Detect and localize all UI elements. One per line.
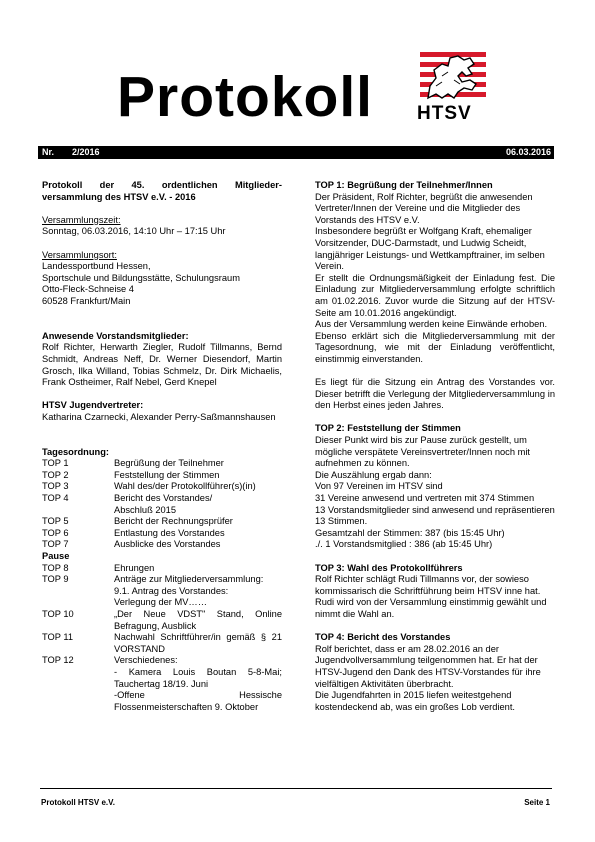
agenda-value: Bericht des Vorstandes/ <box>114 493 213 504</box>
top1-paragraph: Ebenso erklärt sich die Mitgliederversammlung mit der Tagesordnung, wie mit der Einladung veröffentlicht, einstimmig einverstanden. <box>315 330 555 364</box>
htsv-lion-logo <box>414 46 492 146</box>
logo-text: HTSV <box>417 103 472 124</box>
tagesordnung-heading: Tagesordnung: <box>42 446 109 457</box>
agenda-item <box>42 481 282 493</box>
agenda-item <box>42 632 282 655</box>
agenda-value: -Offene Hessische Flossenmeisterschaften 9. Oktober <box>114 690 282 712</box>
top3-paragraph: Rudi wird von der Versammlung einstimmig gewählt und nimmt die Wahl an. <box>315 597 547 619</box>
agenda-key: TOP 4 <box>42 493 69 504</box>
right-column <box>315 180 555 713</box>
ort-line: 60528 Frankfurt/Main <box>42 295 131 306</box>
agenda-value: Abschluß 2015 <box>114 504 177 515</box>
agenda-item <box>42 586 282 598</box>
ort-label: Versammlungsort: <box>42 249 117 260</box>
header-date: 06.03.2016 <box>505 147 551 157</box>
agenda-value: Verschiedenes: <box>114 655 178 666</box>
agenda-value: Bericht der Rechnungsprüfer <box>114 516 233 527</box>
agenda-key: TOP 11 <box>42 632 74 643</box>
agenda-item <box>42 516 282 528</box>
agenda-value: 9.1. Antrag des Vorstandes: <box>114 585 229 596</box>
top3-heading: TOP 3: Wahl des Protokollführers <box>315 562 463 573</box>
agenda-item <box>42 493 282 505</box>
top1-heading: TOP 1: Begrüßung der Teilnehmer/Innen <box>315 180 493 190</box>
top2-heading: TOP 2: Feststellung der Stimmen <box>315 423 461 434</box>
top1-paragraph: Insbesondere begrüßt er Wolfgang Kraft, ehemaliger Vorsitzender, DUC-Darmstadt, und Ludwig Scheidt, langjähriger Leistungs- und Wettkampftrainer, im selben Verein. <box>315 226 545 272</box>
agenda-key: TOP 6 <box>42 527 69 538</box>
top4-paragraph: Rolf berichtet, dass er am 28.02.2016 an der Jugendvollversammlung teilgenommen hat. Er hat der HTSV-Jugend den Dank des HTSV-Vorstandes für ihre vielfältigen Aktivitäten überbracht. <box>315 643 541 689</box>
agenda-item <box>42 505 282 517</box>
top1-paragraph: Aus der Versammlung werden keine Einwände erhoben. <box>315 319 548 330</box>
top2-paragraph: 13 Vorstandsmitglieder sind anwesend und repräsentieren 13 Stimmen. <box>315 504 555 527</box>
zeit-label: Versammlungszeit: <box>42 214 121 225</box>
nr-value: 2/2016 <box>72 147 100 157</box>
vorstand-heading: Anwesende Vorstandsmitglieder: <box>42 330 189 341</box>
agenda-key: TOP 9 <box>42 574 69 585</box>
top2-paragraph: ./. 1 Vorstandsmitglied : 386 (ab 15:45 Uhr) <box>315 539 493 550</box>
jugend-heading: HTSV Jugendvertreter: <box>42 400 144 411</box>
footer-left: Protokoll HTSV e.V. <box>41 798 115 807</box>
ort-line: Landessportbund Hessen, <box>42 261 151 272</box>
protocol-heading: Protokoll der 45. ordentlichen Mitglieder-versammlung des HTSV e.V. - 2016 <box>42 180 282 202</box>
agenda-key: TOP 7 <box>42 539 69 550</box>
agenda-item <box>42 470 282 482</box>
agenda-value: Ehrungen <box>114 562 155 573</box>
agenda-item <box>42 563 282 575</box>
pause-label: Pause <box>42 551 70 561</box>
agenda-value: Begrüßung der Teilnehmer <box>114 458 224 469</box>
agenda-value: - Kamera Louis Boutan 5-8-Mai; Tauchertag 18/19. Juni <box>114 666 282 689</box>
agenda-item <box>42 539 282 551</box>
footer-divider <box>40 788 552 789</box>
agenda-value: Feststellung der Stimmen <box>114 469 220 480</box>
agenda-key: TOP 1 <box>42 458 69 469</box>
agenda-value: Entlastung des Vorstandes <box>114 527 225 538</box>
agenda-key <box>42 597 114 609</box>
agenda-key <box>42 586 114 598</box>
top2-paragraph: Von 97 Vereinen im HTSV sind <box>315 481 443 492</box>
agenda-key: TOP 2 <box>42 469 69 480</box>
agenda-item <box>42 458 282 470</box>
agenda-key <box>42 505 114 517</box>
agenda-item <box>42 609 282 632</box>
top1-paragraph: Es liegt für die Sitzung ein Antrag des Vorstandes vor. Dieser betrifft die Verlegung der Mitgliederversammlung in den Herbst eines jeden Jahres. <box>315 377 555 411</box>
agenda-key: TOP 5 <box>42 516 69 527</box>
agenda-key: TOP 8 <box>42 562 69 573</box>
agenda-key: TOP 3 <box>42 481 69 492</box>
nr-label: Nr. <box>42 147 55 157</box>
agenda-item <box>42 597 282 609</box>
header-bar <box>38 146 554 159</box>
page-number: Seite 1 <box>524 798 550 807</box>
vorstand-text: Rolf Richter, Herwarth Ziegler, Rudolf Tillmanns, Bernd Schmidt, Andreas Neff, Dr. Werner Diesendorf, Martin Grosch, Ilka Willand, Tobias Schmelz, Dr. Dirk Michaelis, Frank Ostheimer, Ralf Nebel, Gerd Knepel <box>42 342 282 388</box>
top2-paragraph: Dieser Punkt wird bis zur Pause zurück gestellt, um mögliche verspätete Vereinsvertreter/Innen noch mit aufnehmen zu können. <box>315 435 530 469</box>
agenda-key: TOP 12 <box>42 655 74 666</box>
top3-paragraph: Rolf Richter schlägt Rudi Tillmanns vor, der sowieso kommissarisch die Schriftführung beim HTSV inne hat. <box>315 574 541 596</box>
top1-paragraph: Der Präsident, Rolf Richter, begrüßt die anwesenden Vertreter/Innen der Vereine und die Mitglieder des Vorstands des HTSV e.V. <box>315 191 533 225</box>
top2-paragraph: Gesamtzahl der Stimmen: 387 (bis 15:45 Uhr) <box>315 527 505 538</box>
top1-paragraph: Er stellt die Ordnungsmäßigkeit der Einladung fest. Die Einladung zur Mitgliederversammlung erfolgte schriftlich am 01.02.2016. Zuvor wurde die Sitzung auf der HTSV-Seite am 10.01.2016 angekündigt. <box>315 272 555 318</box>
agenda-key: TOP 10 <box>42 608 74 619</box>
agenda-item <box>42 690 282 713</box>
top4-paragraph: Die Jugendfahrten in 2015 liefen weitestgehend kostendeckend ab, was ein großes Lob verdient. <box>315 690 516 712</box>
agenda-list-2 <box>42 563 282 714</box>
agenda-value: Wahl des/der Protokollführer(s)(in) <box>114 481 256 492</box>
top2-paragraph: Die Auszählung ergab dann: <box>315 469 432 480</box>
agenda-value: Anträge zur Mitgliederversammlung: <box>114 574 264 585</box>
agenda-item <box>42 528 282 540</box>
agenda-item <box>42 574 282 586</box>
agenda-item <box>42 655 282 667</box>
agenda-value: Nachwahl Schriftführer/in gemäß § 21 VORSTAND <box>114 632 282 654</box>
page-title: Protokoll <box>117 65 374 129</box>
ort-line: Otto-Fleck-Schneise 4 <box>42 284 134 295</box>
left-column <box>42 180 282 713</box>
agenda-value: „Der Neue VDST" Stand, Online Befragung, Ausblick <box>114 608 282 631</box>
agenda-value: Ausblicke des Vorstandes <box>114 539 221 550</box>
agenda-list <box>42 458 282 551</box>
ort-line: Sportschule und Bildungsstätte, Schulungsraum <box>42 272 240 283</box>
jugend-text: Katharina Czarnecki, Alexander Perry-Saßmannshausen <box>42 411 276 422</box>
zeit-value: Sonntag, 06.03.2016, 14:10 Uhr – 17:15 Uhr <box>42 226 226 237</box>
top4-heading: TOP 4: Bericht des Vorstandes <box>315 632 451 643</box>
agenda-key <box>42 690 114 713</box>
agenda-key <box>42 667 114 690</box>
top2-paragraph: 31 Vereine anwesend und vertreten mit 374 Stimmen <box>315 493 535 504</box>
agenda-item <box>42 667 282 690</box>
agenda-value: Verlegung der MV…… <box>114 597 208 608</box>
